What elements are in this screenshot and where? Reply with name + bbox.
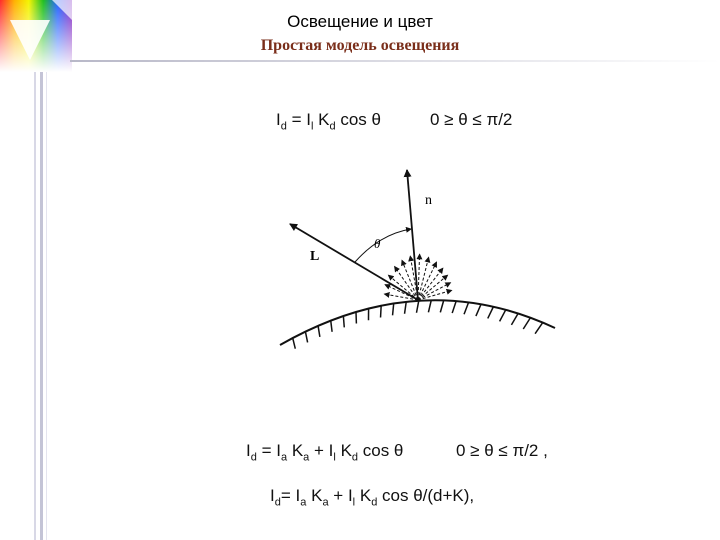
surface-hatching [293,300,543,348]
hatch-mark [293,338,296,349]
decorative-bar [34,0,36,540]
header-divider [70,60,720,62]
hatch-mark [523,318,530,329]
formula-diffuse: $I_d = I_l$ $K_d$ cos θ [276,110,381,133]
hatch-mark [500,310,506,322]
lighting-diagram [270,160,570,360]
hatch-mark [343,316,344,327]
normal-label: n [425,193,432,208]
angle-arc [355,229,411,262]
hatch-mark [476,304,481,316]
hatch-mark [535,323,543,334]
hatch-mark [381,306,382,318]
formula-ambient-diffuse: $I_d = I_a$ $K_a + I_l$ $K_d$ cos θ [246,441,404,464]
hatch-mark [464,302,469,314]
hatch-mark [305,332,307,343]
hatch-mark [488,307,494,319]
hatch-mark [331,321,332,332]
diffuse-rays [385,254,452,300]
decorative-bar [40,0,43,540]
hatch-mark [452,301,456,313]
hatch-mark [511,313,518,324]
decorative-bar [46,0,47,540]
hatch-mark [416,301,418,313]
hatch-mark [318,326,320,337]
slide-title: Освещение и цвет [287,12,433,31]
hatch-mark [405,302,407,314]
hatch-mark [440,300,443,312]
slide-subtitle: Простая модель освещения [260,37,460,54]
hatch-mark [428,300,431,312]
formula-attenuated: $I_d= I_a$ $K_a + I_l$ $K_d$ cos θ/(d+K), [270,486,475,509]
diffuse-ray [418,283,450,300]
formula-diffuse-condition: 0 ≥ θ ≤ π/2 [430,110,513,129]
angle-label: θ [374,236,381,251]
light-label: L [310,249,320,264]
hatch-mark [393,303,394,315]
formula-ambient-diffuse-condition: 0 ≥ θ ≤ π/2 , [456,441,548,460]
diffuse-ray [418,262,436,300]
normal-vector [407,170,418,300]
diffuse-ray [385,285,418,300]
